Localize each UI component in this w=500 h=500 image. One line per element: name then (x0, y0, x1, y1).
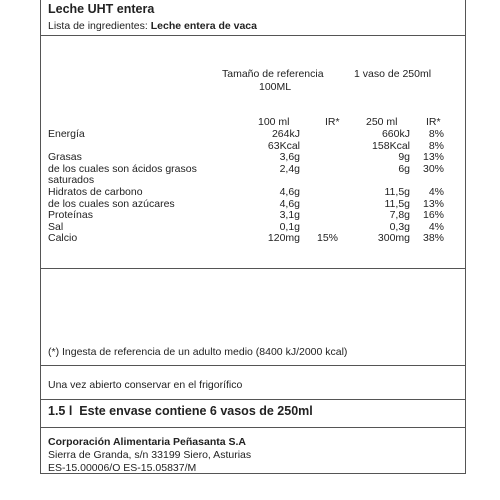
reference-size-label: Tamaño de referencia (222, 68, 324, 80)
nutrient-name: Energía (48, 128, 85, 140)
value-100ml: 120mg (267, 232, 300, 245)
package-content: Este envase contiene 6 vasos de 250ml (79, 404, 313, 418)
nutrient-name: Sal (48, 220, 64, 233)
divider (40, 35, 466, 36)
ir-250ml: 4% (428, 220, 444, 233)
ingredients-line (48, 20, 257, 32)
nutrient-name: Hidratos de carbono (48, 186, 143, 198)
header-250ml: 250 ml (366, 116, 398, 128)
reference-base: 100ML (259, 81, 292, 93)
company-registry: ES-15.00006/O ES-15.05837/M (48, 462, 197, 474)
nutrient-name: Calcio (48, 232, 78, 245)
value-250ml: 6g (398, 162, 410, 175)
value-250ml: 9g (398, 151, 410, 164)
storage-note: Una vez abierto conservar en el frigorífico (48, 379, 243, 391)
ir-250ml: 30% (422, 162, 444, 175)
nutrient-name: de los cuales son azúcares (48, 197, 175, 210)
value-250ml: 7,8g (389, 209, 410, 222)
nutrient-name: de los cuales son ácidos grasos (48, 162, 197, 175)
reference-size-value: 1 vaso de 250ml (354, 68, 432, 80)
value-100ml: 3,1g (279, 209, 300, 222)
value-250ml: 11,5g (384, 186, 410, 198)
nutrient-name: saturados (48, 174, 95, 187)
footnote: (*) Ingesta de referencia de un adulto medio (8400 kJ/2000 kcal) (48, 346, 348, 358)
company-name: Corporación Alimentaria Peñasanta S.A (48, 436, 246, 448)
ir-250ml: 8% (428, 139, 444, 152)
value-250ml: 158Kcal (372, 139, 410, 152)
value-100ml: 3,6g (279, 151, 300, 164)
package-volume: 1.5 l (48, 404, 73, 418)
package-line (48, 405, 313, 417)
value-100ml: 4,6g (279, 186, 300, 198)
company-address: Sierra de Granda, s/n 33199 Siero, Asturias (48, 449, 252, 461)
value-100ml: 63Kcal (267, 139, 300, 152)
divider (40, 365, 466, 366)
ir-250ml: 13% (422, 151, 444, 164)
value-100ml: 264kJ (271, 128, 300, 140)
value-100ml: 4,6g (279, 197, 300, 210)
value-250ml: 300mg (377, 232, 410, 245)
product-title: Leche UHT entera (48, 2, 155, 16)
ingredients-label: Lista de ingredientes: (48, 20, 148, 32)
ingredients-value: Leche entera de vaca (150, 20, 257, 32)
ir-250ml: 8% (428, 128, 444, 140)
header-ir-1: IR* (325, 116, 340, 128)
header-100ml: 100 ml (258, 116, 290, 128)
nutrient-name: Grasas (48, 151, 82, 164)
value-100ml: 2,4g (279, 162, 300, 175)
value-100ml: 0,1g (279, 220, 300, 233)
divider (40, 268, 466, 269)
ir-100ml: 15% (316, 232, 338, 245)
header-ir-2: IR* (426, 116, 441, 128)
ir-250ml: 13% (422, 197, 444, 210)
divider (40, 399, 466, 400)
value-250ml: 0,3g (389, 220, 410, 233)
value-250ml: 11,5g (384, 197, 410, 210)
value-250ml: 660kJ (381, 128, 410, 140)
ir-250ml: 4% (428, 186, 444, 198)
ir-250ml: 16% (422, 209, 444, 222)
divider (40, 427, 466, 428)
nutrient-name: Proteínas (48, 209, 93, 222)
ir-250ml: 38% (422, 232, 444, 245)
